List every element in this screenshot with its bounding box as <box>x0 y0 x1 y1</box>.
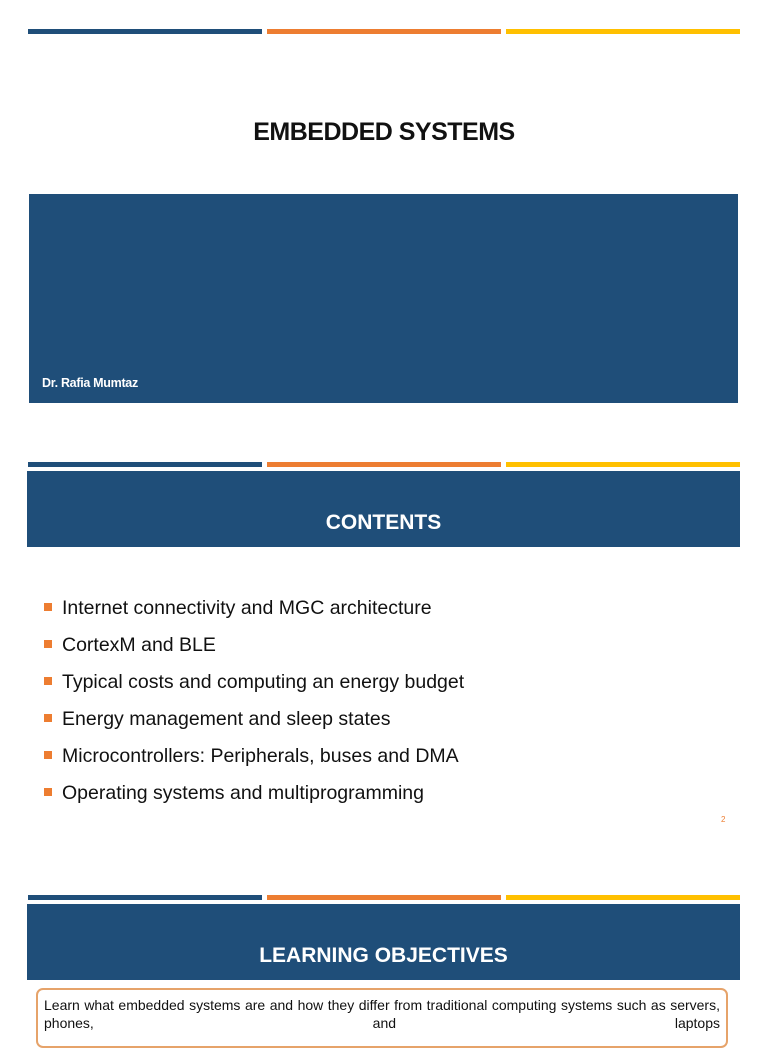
slide2-header: CONTENTS <box>27 471 740 547</box>
list-item-label: Operating systems and multiprogramming <box>62 782 424 804</box>
orange-stripe <box>267 895 501 900</box>
slide-number: 2 <box>721 815 726 824</box>
objective-text: Learn what embedded systems are and how they differ from traditional computing systems such as servers, phones, and laptops <box>44 997 720 1031</box>
objective-text-box <box>36 988 728 1048</box>
list-item <box>44 741 464 778</box>
list-item-label: Internet connectivity and MGC architecture <box>62 597 432 619</box>
list-item-label: Microcontrollers: Peripherals, buses and DMA <box>62 745 459 767</box>
yellow-stripe <box>506 462 740 467</box>
square-bullet-icon <box>44 603 52 611</box>
orange-stripe <box>267 462 501 467</box>
square-bullet-icon <box>44 751 52 759</box>
yellow-stripe <box>506 29 740 34</box>
square-bullet-icon <box>44 788 52 796</box>
list-item <box>44 667 464 704</box>
slide1-accent-stripes <box>28 29 740 34</box>
slide1-author: Dr. Rafia Mumtaz <box>42 376 138 390</box>
list-item-label: CortexM and BLE <box>62 634 216 656</box>
yellow-stripe <box>506 895 740 900</box>
square-bullet-icon <box>44 640 52 648</box>
slide3-header: LEARNING OBJECTIVES <box>27 904 740 980</box>
square-bullet-icon <box>44 677 52 685</box>
list-item-label: Energy management and sleep states <box>62 708 391 730</box>
contents-list <box>44 593 464 815</box>
slide2-accent-stripes <box>28 462 740 467</box>
square-bullet-icon <box>44 714 52 722</box>
list-item <box>44 630 464 667</box>
slide3-accent-stripes <box>28 895 740 900</box>
list-item <box>44 778 464 815</box>
blue-stripe <box>28 462 262 467</box>
list-item <box>44 593 464 630</box>
list-item-label: Typical costs and computing an energy budget <box>62 671 465 693</box>
blue-stripe <box>28 895 262 900</box>
orange-stripe <box>267 29 501 34</box>
slide1-title-band <box>29 194 738 403</box>
list-item <box>44 704 464 741</box>
slide1-title: EMBEDDED SYSTEMS <box>253 118 515 146</box>
blue-stripe <box>28 29 262 34</box>
